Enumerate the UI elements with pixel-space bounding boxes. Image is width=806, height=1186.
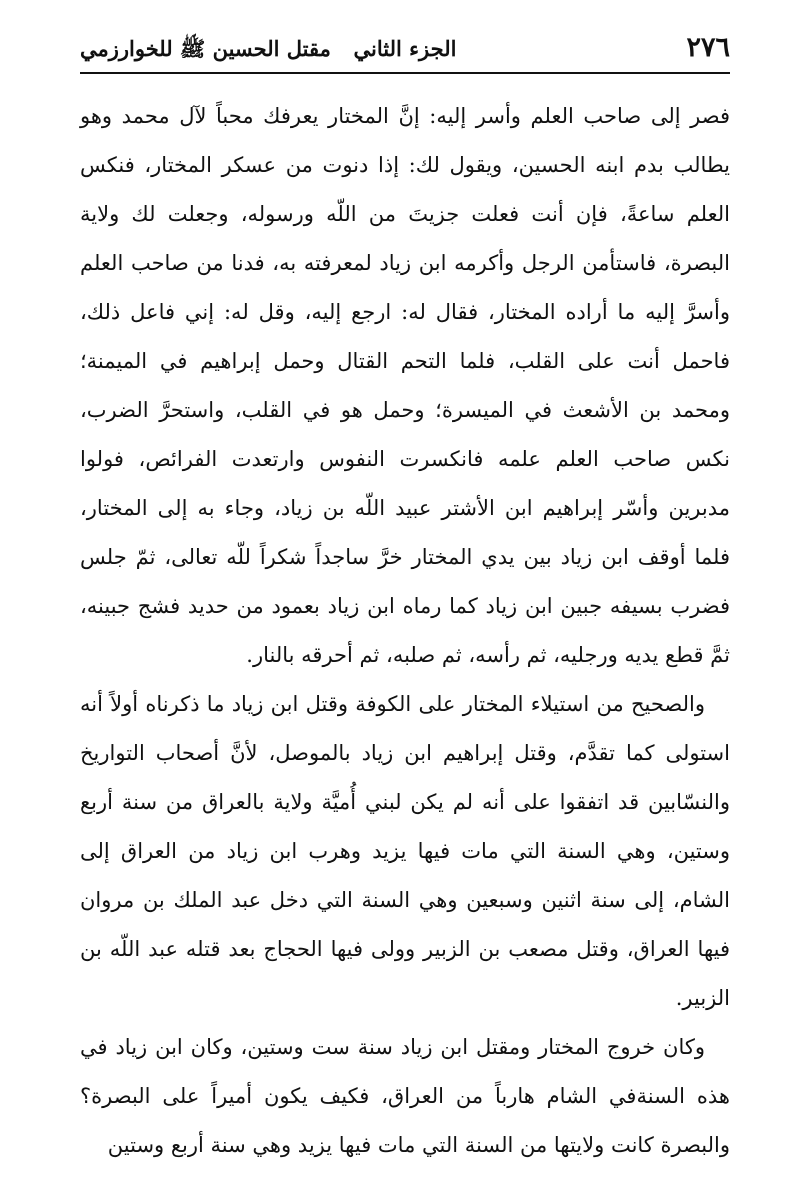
paragraph: فصر إلى صاحب العلم وأسر إليه: إنَّ المختار يعرفك محباً لآل محمد وهو يطالب بدم ابنه الحسين، ويقول لك: إذا دنوت من عسكر المختار، فنكس العلم ساعةً، فإن أنت فعلت جزيتَ من اللّه ورسوله، وجعلت لك ولاية البصرة، فاستأمن الرجل وأكرمه ابن زياد لمعرفته به، فدنا من صاحب العلم وأسرَّ إليه ما أراده المختار، فقال له: ارجع إليه، وقل له: إني فاعل ذلك، فاحمل أنت على القلب، فلما التحم القتال وحمل إبراهيم في الميمنة؛ ومحمد بن الأشعث في الميسرة؛ وحمل هو في القلب، واستحرَّ الضرب، نكس صاحب العلم علمه فانكسرت النفوس وارتعدت الفرائص، فولوا مدبرين وأسّر إبراهيم ابن الأشتر عبيد اللّه بن زياد، وجاء به إلى المختار، فلما أوقف ابن زياد بين يدي المختار خرَّ ساجداً شكراً للّه تعالى، ثمّ جلس فضرب بسيفه جبين ابن زياد كما رماه ابن زياد بعمود من حديد فشج جبينه، ثمَّ قطع يديه ورجليه، ثم رأسه، ثم صلبه، ثم أحرقه بالنار. bbox=[80, 104, 730, 667]
book-title: مقتل الحسين ﷺ للخوارزمي bbox=[80, 36, 331, 61]
page-number: ٢٧٦ bbox=[686, 32, 730, 63]
part-title: الجزء الثاني bbox=[353, 36, 457, 61]
page-header bbox=[80, 28, 730, 68]
body-text bbox=[80, 92, 730, 1170]
paragraph: وكان خروج المختار ومقتل ابن زياد سنة ست وستين، وكان ابن زياد في هذه السنةفي الشام هارباً من العراق، فكيف يكون أميراً على البصرة؟ والبصرة كانت ولايتها من السنة التي مات فيها يزيد وهي سنة أربع وستين bbox=[80, 1035, 730, 1157]
paragraph: والصحيح من استيلاء المختار على الكوفة وقتل ابن زياد ما ذكرناه أولاً أنه استولى كما تقدَّم، وقتل إبراهيم ابن زياد بالموصل، لأنَّ أصحاب التواريخ والنسّابين قد اتفقوا على أنه لم يكن لبني أُميَّة ولاية بالعراق من سنة أربع وستين، وهي السنة التي مات فيها يزيد وهرب ابن زياد من العراق إلى الشام، إلى سنة اثنين وسبعين وهي السنة التي دخل عبد الملك بن مروان فيها العراق، وقتل مصعب بن الزبير وولى فيها الحجاج بعد قتله عبد اللّه بن الزبير. bbox=[80, 692, 730, 1010]
header-divider bbox=[80, 72, 730, 74]
